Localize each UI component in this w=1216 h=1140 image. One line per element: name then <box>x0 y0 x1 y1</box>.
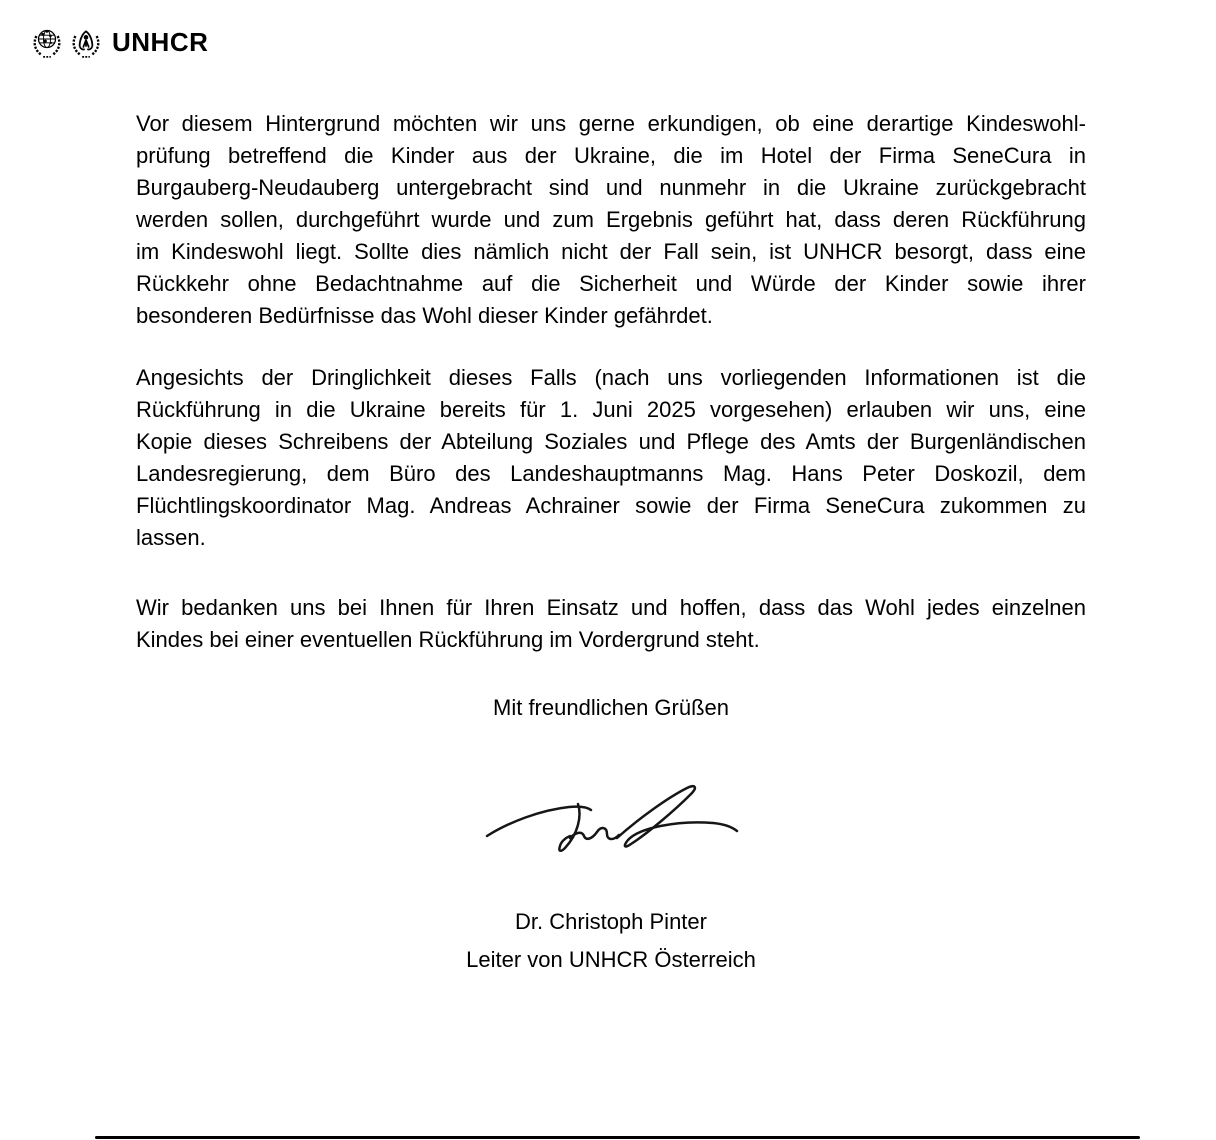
paragraph-2 <box>136 362 1086 554</box>
text-line: Rückführung in die Ukraine bereits für 1. Juni 2025 vorgesehen) erlauben wir uns, eine <box>136 397 1086 422</box>
paragraph-1 <box>136 108 1086 332</box>
letter-body <box>136 108 1086 976</box>
text-line: Burgauberg-Neudauberg untergebracht sind und nunmehr in die Ukraine zurückgebracht <box>136 175 1086 200</box>
page-bottom-rule <box>95 1136 1140 1139</box>
text-line: Kopie dieses Schreibens der Abteilung Soziales und Pflege des Amts der Burgenländischen <box>136 429 1086 454</box>
text-line: Kindes bei einer eventuellen Rückführung im Vordergrund steht. <box>136 627 760 652</box>
signatory-title: Leiter von UNHCR Österreich <box>466 947 756 972</box>
text-line: werden sollen, durchgeführt wurde und zum Ergebnis geführt hat, dass deren Rückführung <box>136 207 1086 232</box>
un-emblem-icon <box>30 25 64 59</box>
text-line: Wir bedanken uns bei Ihnen für Ihren Einsatz und hoffen, dass das Wohl jedes einzelnen <box>136 595 1086 620</box>
text-line: Flüchtlingskoordinator Mag. Andreas Achrainer sowie der Firma SeneCura zukommen zu <box>136 493 1086 518</box>
unhcr-emblem-icon <box>69 25 103 59</box>
text-line: Landesregierung, dem Büro des Landeshauptmanns Mag. Hans Peter Doskozil, dem <box>136 461 1086 486</box>
text-line: lassen. <box>136 525 206 550</box>
paragraph-3 <box>136 592 1086 656</box>
text-line: Angesichts der Dringlichkeit dieses Falls (nach uns vorliegenden Informationen ist die <box>136 365 1086 390</box>
text-line: besonderen Bedürfnisse das Wohl dieser Kinder gefährdet. <box>136 303 713 328</box>
handwritten-signature-icon <box>481 776 741 861</box>
text-line: Rückkehr ohne Bedachtnahme auf die Sicherheit und Würde der Kinder sowie ihrer <box>136 271 1086 296</box>
signatory-name: Dr. Christoph Pinter <box>515 909 707 934</box>
closing-salutation: Mit freundlichen Grüßen <box>493 695 729 720</box>
text-line: im Kindeswohl liegt. Sollte dies nämlich nicht der Fall sein, ist UNHCR besorgt, dass eine <box>136 239 1086 264</box>
unhcr-logo <box>30 25 208 59</box>
unhcr-wordmark: UNHCR <box>112 27 209 57</box>
text-line: Vor diesem Hintergrund möchten wir uns gerne erkundigen, ob eine derartige Kindeswohl- <box>136 111 1086 136</box>
text-line: prüfung betreffend die Kinder aus der Ukraine, die im Hotel der Firma SeneCura in <box>136 143 1086 168</box>
signature-image <box>136 774 1086 862</box>
